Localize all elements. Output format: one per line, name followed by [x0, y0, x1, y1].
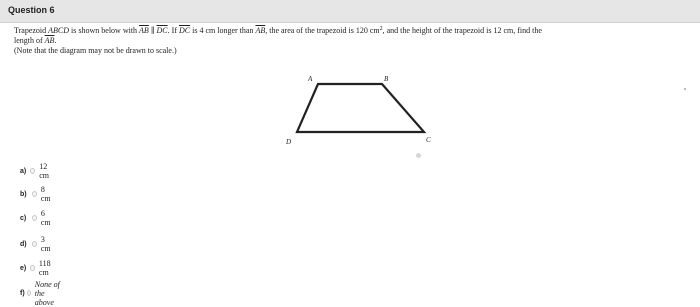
q-text-2: is shown below with [71, 26, 138, 35]
option-letter: e) [20, 264, 27, 272]
vertex-label-c: C [426, 136, 431, 144]
q-text-1: Trapezoid [14, 26, 47, 35]
cursor-dot [416, 153, 421, 158]
radio-button[interactable] [27, 290, 31, 296]
question-header [0, 0, 700, 23]
q-text-7: length of [14, 36, 43, 45]
q-dc: $\overline{DC}$ [156, 26, 168, 35]
q-ab3: $\overline{AB}$ [44, 36, 55, 45]
option-letter: a) [20, 167, 27, 175]
q-text-8: . [54, 36, 57, 45]
q-dc2: $\overline{DC}$ [178, 26, 191, 35]
option-label: 3 cm [40, 235, 51, 253]
radio-button[interactable] [30, 265, 35, 271]
q-abcd: ABCD [48, 26, 70, 35]
radio-button[interactable] [32, 241, 37, 247]
option-label: None of the above [34, 279, 60, 307]
radio-button[interactable] [32, 215, 37, 221]
q-ab: $\overline{AB}$ [139, 26, 149, 35]
question-title: Question 6 [8, 5, 55, 15]
page-marker [684, 88, 686, 90]
option-letter: b) [20, 190, 27, 198]
trapezoid-diagram [280, 72, 460, 152]
option-e[interactable] [20, 259, 56, 277]
question-text [14, 26, 694, 56]
vertex-label-d: D [286, 138, 292, 146]
trapezoid-shape [297, 84, 424, 132]
q-sup: 2 [379, 26, 383, 32]
radio-button[interactable] [30, 168, 35, 174]
vertex-label-a: A [308, 75, 313, 83]
question-note: (Note that the diagram may not be drawn to scale.) [14, 46, 177, 55]
q-text-4: is 4 cm longer than [192, 26, 254, 35]
question-line-1 [14, 26, 694, 36]
q-ab2: $\overline{AB}$ [255, 26, 266, 35]
option-d[interactable] [20, 235, 54, 253]
option-label: 12 cm [39, 162, 50, 180]
q-text-5: , the area of the trapezoid is 120 cm [265, 26, 380, 35]
option-a[interactable] [20, 162, 54, 180]
option-label: 6 cm [40, 209, 51, 227]
q-text-3: . If [167, 26, 177, 35]
option-b[interactable] [20, 185, 54, 203]
option-f[interactable] [20, 279, 63, 307]
vertex-label-b: B [384, 75, 389, 83]
option-letter: f) [20, 289, 25, 297]
q-parallel: ∥ [150, 26, 155, 35]
question-line-2 [14, 36, 694, 46]
q-text-6: , and the height of the trapezoid is 12 cm, find the [382, 26, 542, 35]
option-letter: c) [20, 214, 27, 222]
option-c[interactable] [20, 209, 54, 227]
option-label: 118 cm [38, 259, 51, 277]
radio-button[interactable] [32, 191, 37, 197]
option-label: 8 cm [40, 185, 51, 203]
option-letter: d) [20, 240, 27, 248]
